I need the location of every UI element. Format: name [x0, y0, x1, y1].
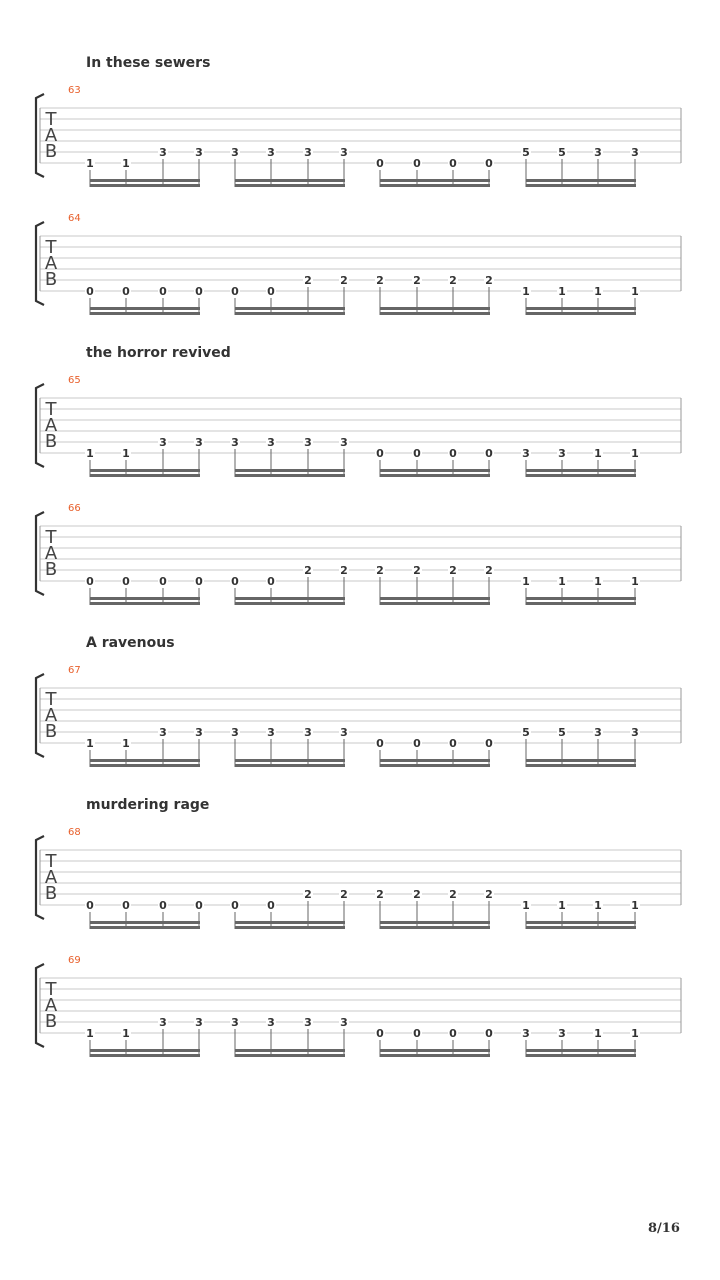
- fret-number: 5: [522, 726, 530, 739]
- fret-number: 3: [159, 436, 167, 449]
- measure-number: 67: [68, 665, 81, 676]
- fret-number: 3: [558, 1027, 566, 1040]
- fret-number: 0: [485, 1027, 493, 1040]
- fret-number: 3: [267, 726, 275, 739]
- fret-number: 0: [231, 285, 239, 298]
- fret-number: 2: [376, 274, 384, 287]
- tab-clef-letter: T: [45, 979, 57, 1000]
- fret-number: 0: [376, 737, 384, 750]
- beam-secondary: [526, 474, 636, 477]
- beam-secondary: [380, 184, 490, 187]
- fret-number: 0: [122, 899, 130, 912]
- fret-number: 1: [522, 575, 530, 588]
- tab-clef-letter: B: [44, 141, 58, 162]
- beam-primary: [235, 307, 345, 310]
- fret-number: 1: [594, 285, 602, 298]
- fret-number: 3: [304, 726, 312, 739]
- tab-clef-letter: B: [44, 269, 58, 290]
- fret-number: 3: [159, 726, 167, 739]
- fret-number: 2: [376, 564, 384, 577]
- fret-number: 1: [594, 899, 602, 912]
- tab-clef-letter: A: [44, 543, 58, 564]
- fret-number: 3: [340, 1016, 348, 1029]
- fret-number: 3: [231, 436, 239, 449]
- fret-number: 3: [231, 1016, 239, 1029]
- beam-primary: [235, 597, 345, 600]
- beam-secondary: [235, 926, 345, 929]
- beam-secondary: [526, 1054, 636, 1057]
- beam-secondary: [380, 602, 490, 605]
- fret-number: 1: [558, 285, 566, 298]
- page-number: 8/16: [648, 1221, 680, 1236]
- fret-number: 0: [195, 575, 203, 588]
- fret-number: 0: [376, 1027, 384, 1040]
- fret-number: 2: [340, 564, 348, 577]
- beam-secondary: [235, 184, 345, 187]
- beam-secondary: [526, 764, 636, 767]
- tab-clef-letter: T: [45, 237, 57, 258]
- measure-number: 69: [68, 955, 81, 966]
- beam-primary: [526, 179, 636, 182]
- fret-number: 0: [267, 899, 275, 912]
- beam-secondary: [90, 474, 200, 477]
- fret-number: 3: [631, 146, 639, 159]
- fret-number: 0: [413, 157, 421, 170]
- tab-clef-letter: B: [44, 559, 58, 580]
- fret-number: 1: [631, 447, 639, 460]
- tab-clef-letter: A: [44, 705, 58, 726]
- beam-secondary: [90, 926, 200, 929]
- beam-secondary: [235, 312, 345, 315]
- beam-secondary: [90, 602, 200, 605]
- fret-number: 0: [86, 575, 94, 588]
- fret-number: 1: [631, 899, 639, 912]
- beam-secondary: [90, 312, 200, 315]
- beam-primary: [235, 469, 345, 472]
- fret-number: 2: [413, 888, 421, 901]
- fret-number: 0: [485, 737, 493, 750]
- fret-number: 3: [195, 1016, 203, 1029]
- tab-clef-letter: A: [44, 995, 58, 1016]
- fret-number: 3: [267, 436, 275, 449]
- beam-secondary: [526, 312, 636, 315]
- fret-number: 1: [122, 737, 130, 750]
- lyric-text: In these sewers: [86, 55, 211, 71]
- fret-number: 3: [195, 146, 203, 159]
- lyric-text: the horror revived: [86, 345, 231, 361]
- fret-number: 0: [195, 285, 203, 298]
- fret-number: 0: [449, 157, 457, 170]
- fret-number: 2: [340, 274, 348, 287]
- fret-number: 1: [558, 899, 566, 912]
- fret-number: 3: [304, 1016, 312, 1029]
- beam-primary: [526, 1049, 636, 1052]
- fret-number: 1: [86, 157, 94, 170]
- tab-clef-letter: B: [44, 721, 58, 742]
- beam-secondary: [380, 926, 490, 929]
- beam-primary: [90, 759, 200, 762]
- beam-primary: [526, 307, 636, 310]
- fret-number: 3: [231, 146, 239, 159]
- tab-clef-letter: A: [44, 867, 58, 888]
- fret-number: 2: [449, 274, 457, 287]
- fret-number: 3: [340, 146, 348, 159]
- fret-number: 0: [122, 575, 130, 588]
- beam-secondary: [380, 312, 490, 315]
- fret-number: 2: [340, 888, 348, 901]
- fret-number: 0: [159, 285, 167, 298]
- tab-clef-letter: T: [45, 689, 57, 710]
- beam-primary: [90, 1049, 200, 1052]
- beam-primary: [90, 921, 200, 924]
- beam-primary: [526, 921, 636, 924]
- fret-number: 1: [122, 1027, 130, 1040]
- fret-number: 1: [594, 575, 602, 588]
- fret-number: 2: [485, 564, 493, 577]
- beam-primary: [380, 921, 490, 924]
- fret-number: 3: [195, 436, 203, 449]
- fret-number: 0: [413, 447, 421, 460]
- tab-clef-letter: A: [44, 415, 58, 436]
- fret-number: 3: [159, 146, 167, 159]
- fret-number: 3: [594, 726, 602, 739]
- beam-primary: [526, 759, 636, 762]
- fret-number: 0: [413, 737, 421, 750]
- fret-number: 2: [485, 274, 493, 287]
- fret-number: 0: [267, 575, 275, 588]
- beam-primary: [235, 921, 345, 924]
- measure-number: 66: [68, 503, 81, 514]
- beam-secondary: [380, 474, 490, 477]
- fret-number: 0: [231, 899, 239, 912]
- fret-number: 0: [485, 447, 493, 460]
- fret-number: 1: [594, 447, 602, 460]
- fret-number: 1: [86, 1027, 94, 1040]
- beam-primary: [90, 597, 200, 600]
- fret-number: 1: [86, 737, 94, 750]
- beam-primary: [380, 179, 490, 182]
- tab-clef-letter: T: [45, 109, 57, 130]
- fret-number: 3: [231, 726, 239, 739]
- lyric-text: A ravenous: [86, 635, 175, 651]
- fret-number: 3: [558, 447, 566, 460]
- fret-number: 1: [594, 1027, 602, 1040]
- fret-number: 3: [631, 726, 639, 739]
- beam-secondary: [235, 474, 345, 477]
- fret-number: 3: [340, 726, 348, 739]
- fret-number: 3: [594, 146, 602, 159]
- fret-number: 3: [522, 1027, 530, 1040]
- fret-number: 0: [86, 899, 94, 912]
- fret-number: 0: [86, 285, 94, 298]
- fret-number: 5: [558, 146, 566, 159]
- fret-number: 0: [449, 737, 457, 750]
- beam-secondary: [235, 764, 345, 767]
- fret-number: 2: [304, 888, 312, 901]
- fret-number: 0: [485, 157, 493, 170]
- fret-number: 0: [159, 575, 167, 588]
- beam-primary: [235, 1049, 345, 1052]
- beam-primary: [526, 597, 636, 600]
- tab-clef-letter: T: [45, 851, 57, 872]
- beam-primary: [90, 179, 200, 182]
- beam-primary: [90, 469, 200, 472]
- fret-number: 0: [159, 899, 167, 912]
- fret-number: 0: [122, 285, 130, 298]
- fret-number: 3: [304, 146, 312, 159]
- beam-primary: [526, 469, 636, 472]
- fret-number: 1: [558, 575, 566, 588]
- fret-number: 0: [267, 285, 275, 298]
- beam-primary: [380, 469, 490, 472]
- fret-number: 1: [122, 157, 130, 170]
- fret-number: 1: [522, 899, 530, 912]
- beam-primary: [380, 759, 490, 762]
- beam-primary: [235, 759, 345, 762]
- fret-number: 3: [267, 146, 275, 159]
- beam-primary: [90, 307, 200, 310]
- fret-number: 0: [195, 899, 203, 912]
- beam-primary: [235, 179, 345, 182]
- measure-number: 63: [68, 85, 81, 96]
- beam-primary: [380, 307, 490, 310]
- fret-number: 3: [522, 447, 530, 460]
- fret-number: 0: [376, 447, 384, 460]
- fret-number: 1: [522, 285, 530, 298]
- fret-number: 3: [340, 436, 348, 449]
- beam-secondary: [380, 1054, 490, 1057]
- fret-number: 2: [413, 274, 421, 287]
- beam-secondary: [526, 602, 636, 605]
- tab-clef-letter: B: [44, 1011, 58, 1032]
- measure-number: 68: [68, 827, 81, 838]
- fret-number: 1: [631, 575, 639, 588]
- lyric-text: murdering rage: [86, 797, 210, 813]
- beam-secondary: [526, 184, 636, 187]
- beam-primary: [380, 597, 490, 600]
- fret-number: 1: [631, 285, 639, 298]
- tab-clef-letter: A: [44, 125, 58, 146]
- beam-secondary: [90, 764, 200, 767]
- fret-number: 2: [376, 888, 384, 901]
- beam-primary: [380, 1049, 490, 1052]
- tab-clef-letter: A: [44, 253, 58, 274]
- fret-number: 0: [376, 157, 384, 170]
- beam-secondary: [380, 764, 490, 767]
- fret-number: 0: [413, 1027, 421, 1040]
- tab-clef-letter: T: [45, 399, 57, 420]
- fret-number: 3: [304, 436, 312, 449]
- measure-number: 65: [68, 375, 81, 386]
- tab-clef-letter: B: [44, 883, 58, 904]
- measure-number: 64: [68, 213, 81, 224]
- beam-secondary: [90, 1054, 200, 1057]
- fret-number: 2: [485, 888, 493, 901]
- fret-number: 3: [159, 1016, 167, 1029]
- tab-clef-letter: T: [45, 527, 57, 548]
- tab-clef-letter: B: [44, 431, 58, 452]
- fret-number: 1: [122, 447, 130, 460]
- beam-secondary: [526, 926, 636, 929]
- fret-number: 0: [449, 1027, 457, 1040]
- fret-number: 0: [231, 575, 239, 588]
- fret-number: 2: [449, 564, 457, 577]
- beam-secondary: [235, 602, 345, 605]
- fret-number: 2: [413, 564, 421, 577]
- fret-number: 3: [267, 1016, 275, 1029]
- fret-number: 1: [86, 447, 94, 460]
- fret-number: 2: [449, 888, 457, 901]
- fret-number: 2: [304, 274, 312, 287]
- fret-number: 3: [195, 726, 203, 739]
- fret-number: 0: [449, 447, 457, 460]
- fret-number: 1: [631, 1027, 639, 1040]
- beam-secondary: [235, 1054, 345, 1057]
- fret-number: 5: [558, 726, 566, 739]
- fret-number: 5: [522, 146, 530, 159]
- beam-secondary: [90, 184, 200, 187]
- fret-number: 2: [304, 564, 312, 577]
